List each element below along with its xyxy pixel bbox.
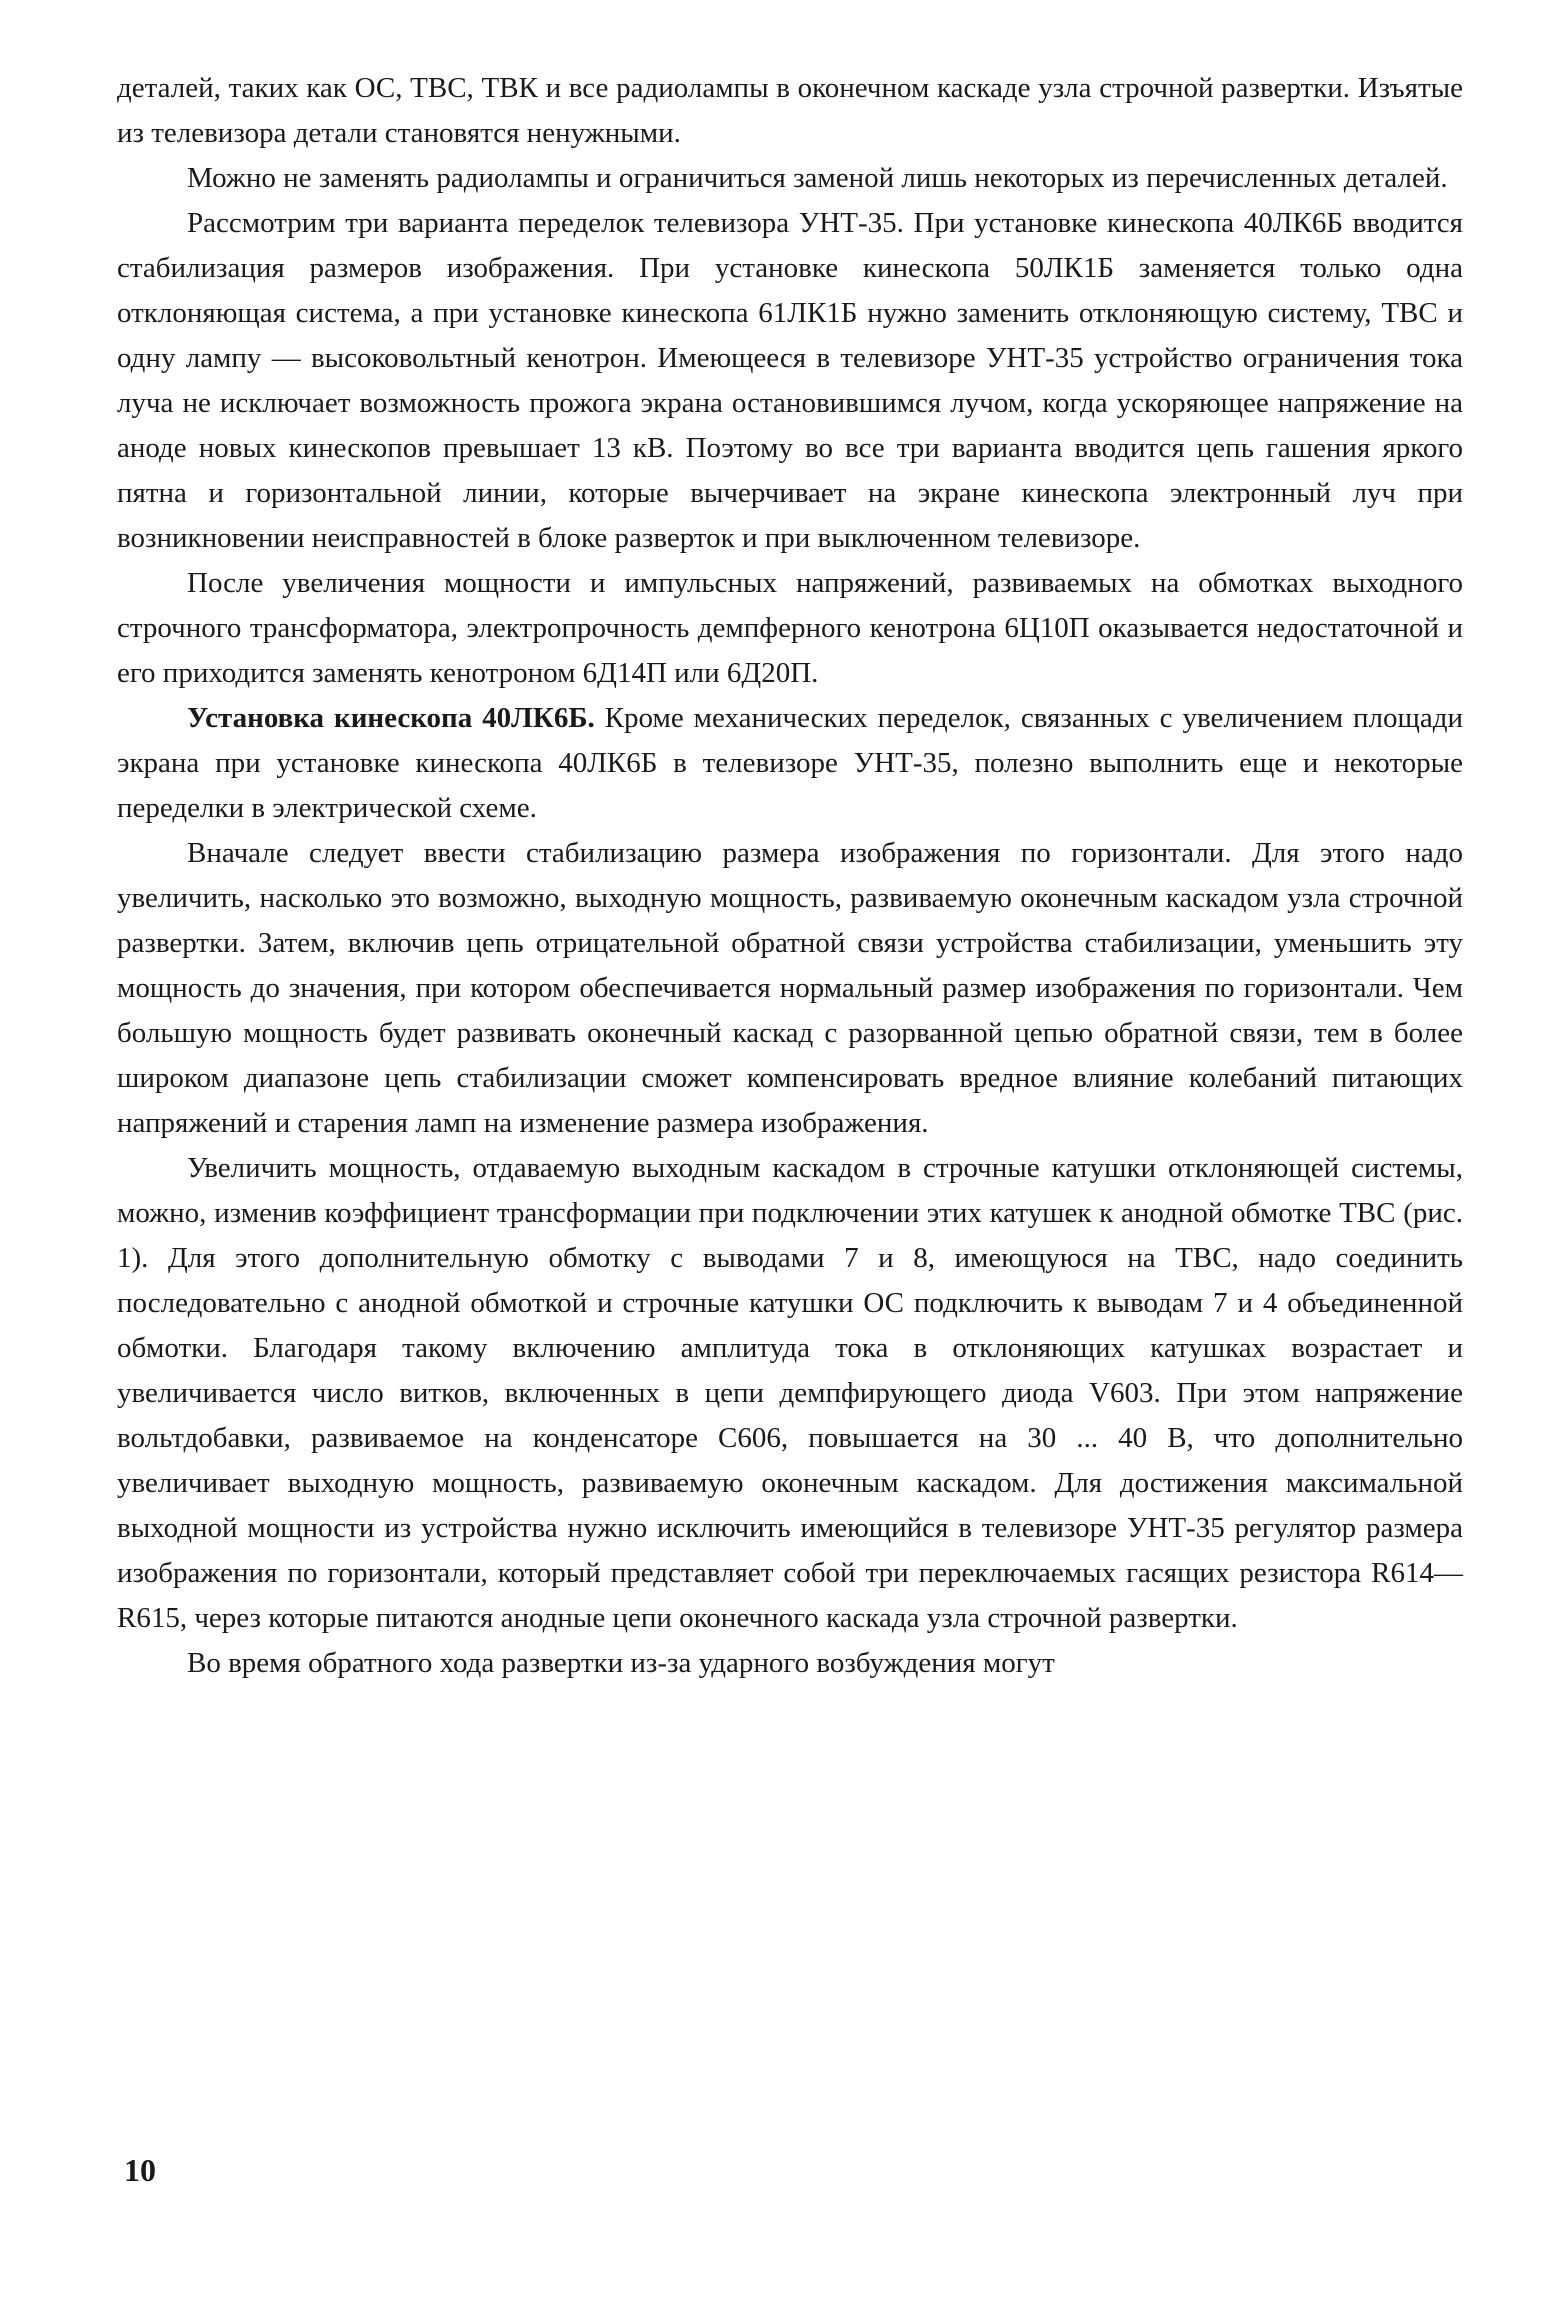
paragraph xyxy=(117,831,1463,1146)
paragraph-continuation xyxy=(117,66,1463,156)
paragraph-text: деталей, таких как ОС, ТВС, ТВК и все радиолампы в оконечном каскаде узла строчной развертки. Изъятые из телевизора детали становятся ненужными. xyxy=(117,72,1463,149)
page-number: 10 xyxy=(124,2152,156,2188)
paragraph-text: Увеличить мощность, отдаваемую выходным каскадом в строчные катушки отклоняющей системы, можно, изменив коэффициент трансформации при подключении этих катушек к анодной обмотке ТВС (рис. 1). Для этого дополнительную обмотку с выводами 7 и 8, имеющуюся на ТВС, надо соединить последовательно с анодной обмоткой и строчные катушки ОС подключить к выводам 7 и 4 объединенной обмотки. Благодаря такому включению амплитуда тока в отклоняющих катушках возрастает и увеличивается число витков, включенных в цепи демпфирующего диода V603. При этом напряжение вольтдобавки, развиваемое на конденсаторе С606, повышается на 30 ... 40 В, что дополнительно увеличивает выходную мощность, развиваемую оконечным каскадом. Для достижения максимальной выходной мощности из устройства нужно исключить имеющийся в телевизоре УНТ-35 регулятор размера изображения по горизонтали, который представляет собой три переключаемых гасящих резистора R614—R615, через которые питаются анодные цепи оконечного каскада узла строчной развертки. xyxy=(117,1152,1463,1634)
paragraph xyxy=(117,1146,1463,1641)
section-heading: Установка кинескопа 40ЛК6Б. xyxy=(187,702,595,734)
page-body xyxy=(117,66,1463,1686)
paragraph-text: Вначале следует ввести стабилизацию размера изображения по горизонтали. Для этого надо увеличить, насколько это возможно, выходную мощность, развиваемую оконечным каскадом узла строчной развертки. Затем, включив цепь отрицательной обратной связи устройства стабилизации, уменьшить эту мощность до значения, при котором обеспечивается нормальный размер изображения по горизонтали. Чем большую мощность будет развивать оконечный каскад с разорванной цепью обратной связи, тем в более широком диапазоне цепь стабилизации сможет компенсировать вредное влияние колебаний питающих напряжений и старения ламп на изменение размера изображения. xyxy=(117,837,1463,1139)
paragraph-text: Можно не заменять радиолампы и ограничиться заменой лишь некоторых из перечисленных деталей. xyxy=(187,162,1448,194)
paragraph-text: Рассмотрим три варианта переделок телевизора УНТ-35. При установке кинескопа 40ЛК6Б вводится стабилизация размеров изображения. При установке кинескопа 50ЛК1Б заменяется только одна отклоняющая система, а при установке кинескопа 61ЛК1Б нужно заменить отклоняющую систему, ТВС и одну лампу — высоковольтный кенотрон. Имеющееся в телевизоре УНТ-35 устройство ограничения тока луча не исключает возможность прожога экрана остановившимся лучом, когда ускоряющее напряжение на аноде новых кинескопов превышает 13 кВ. Поэтому во все три варианта вводится цепь гашения яркого пятна и горизонтальной линии, которые вычерчивает на экране кинескопа электронный луч при возникновении неисправностей в блоке разверток и при выключенном телевизоре. xyxy=(117,207,1463,554)
paragraph xyxy=(117,1641,1463,1686)
paragraph-text: После увеличения мощности и импульсных напряжений, развиваемых на обмотках выходного строчного трансформатора, электропрочность демпферного кенотрона 6Ц10П оказывается недостаточной и его приходится заменять кенотроном 6Д14П или 6Д20П. xyxy=(117,567,1463,689)
paragraph xyxy=(117,201,1463,561)
paragraph-text: Во время обратного хода развертки из-за ударного возбуждения могут xyxy=(187,1647,1055,1679)
paragraph-text: Кроме механических переделок, связанных с увеличением площади экрана при установке кинескопа 40ЛК6Б в телевизоре УНТ-35, полезно выполнить еще и некоторые переделки в электрической схеме. xyxy=(117,702,1463,824)
paragraph xyxy=(117,561,1463,696)
paragraph xyxy=(117,156,1463,201)
paragraph-section-start xyxy=(117,696,1463,831)
